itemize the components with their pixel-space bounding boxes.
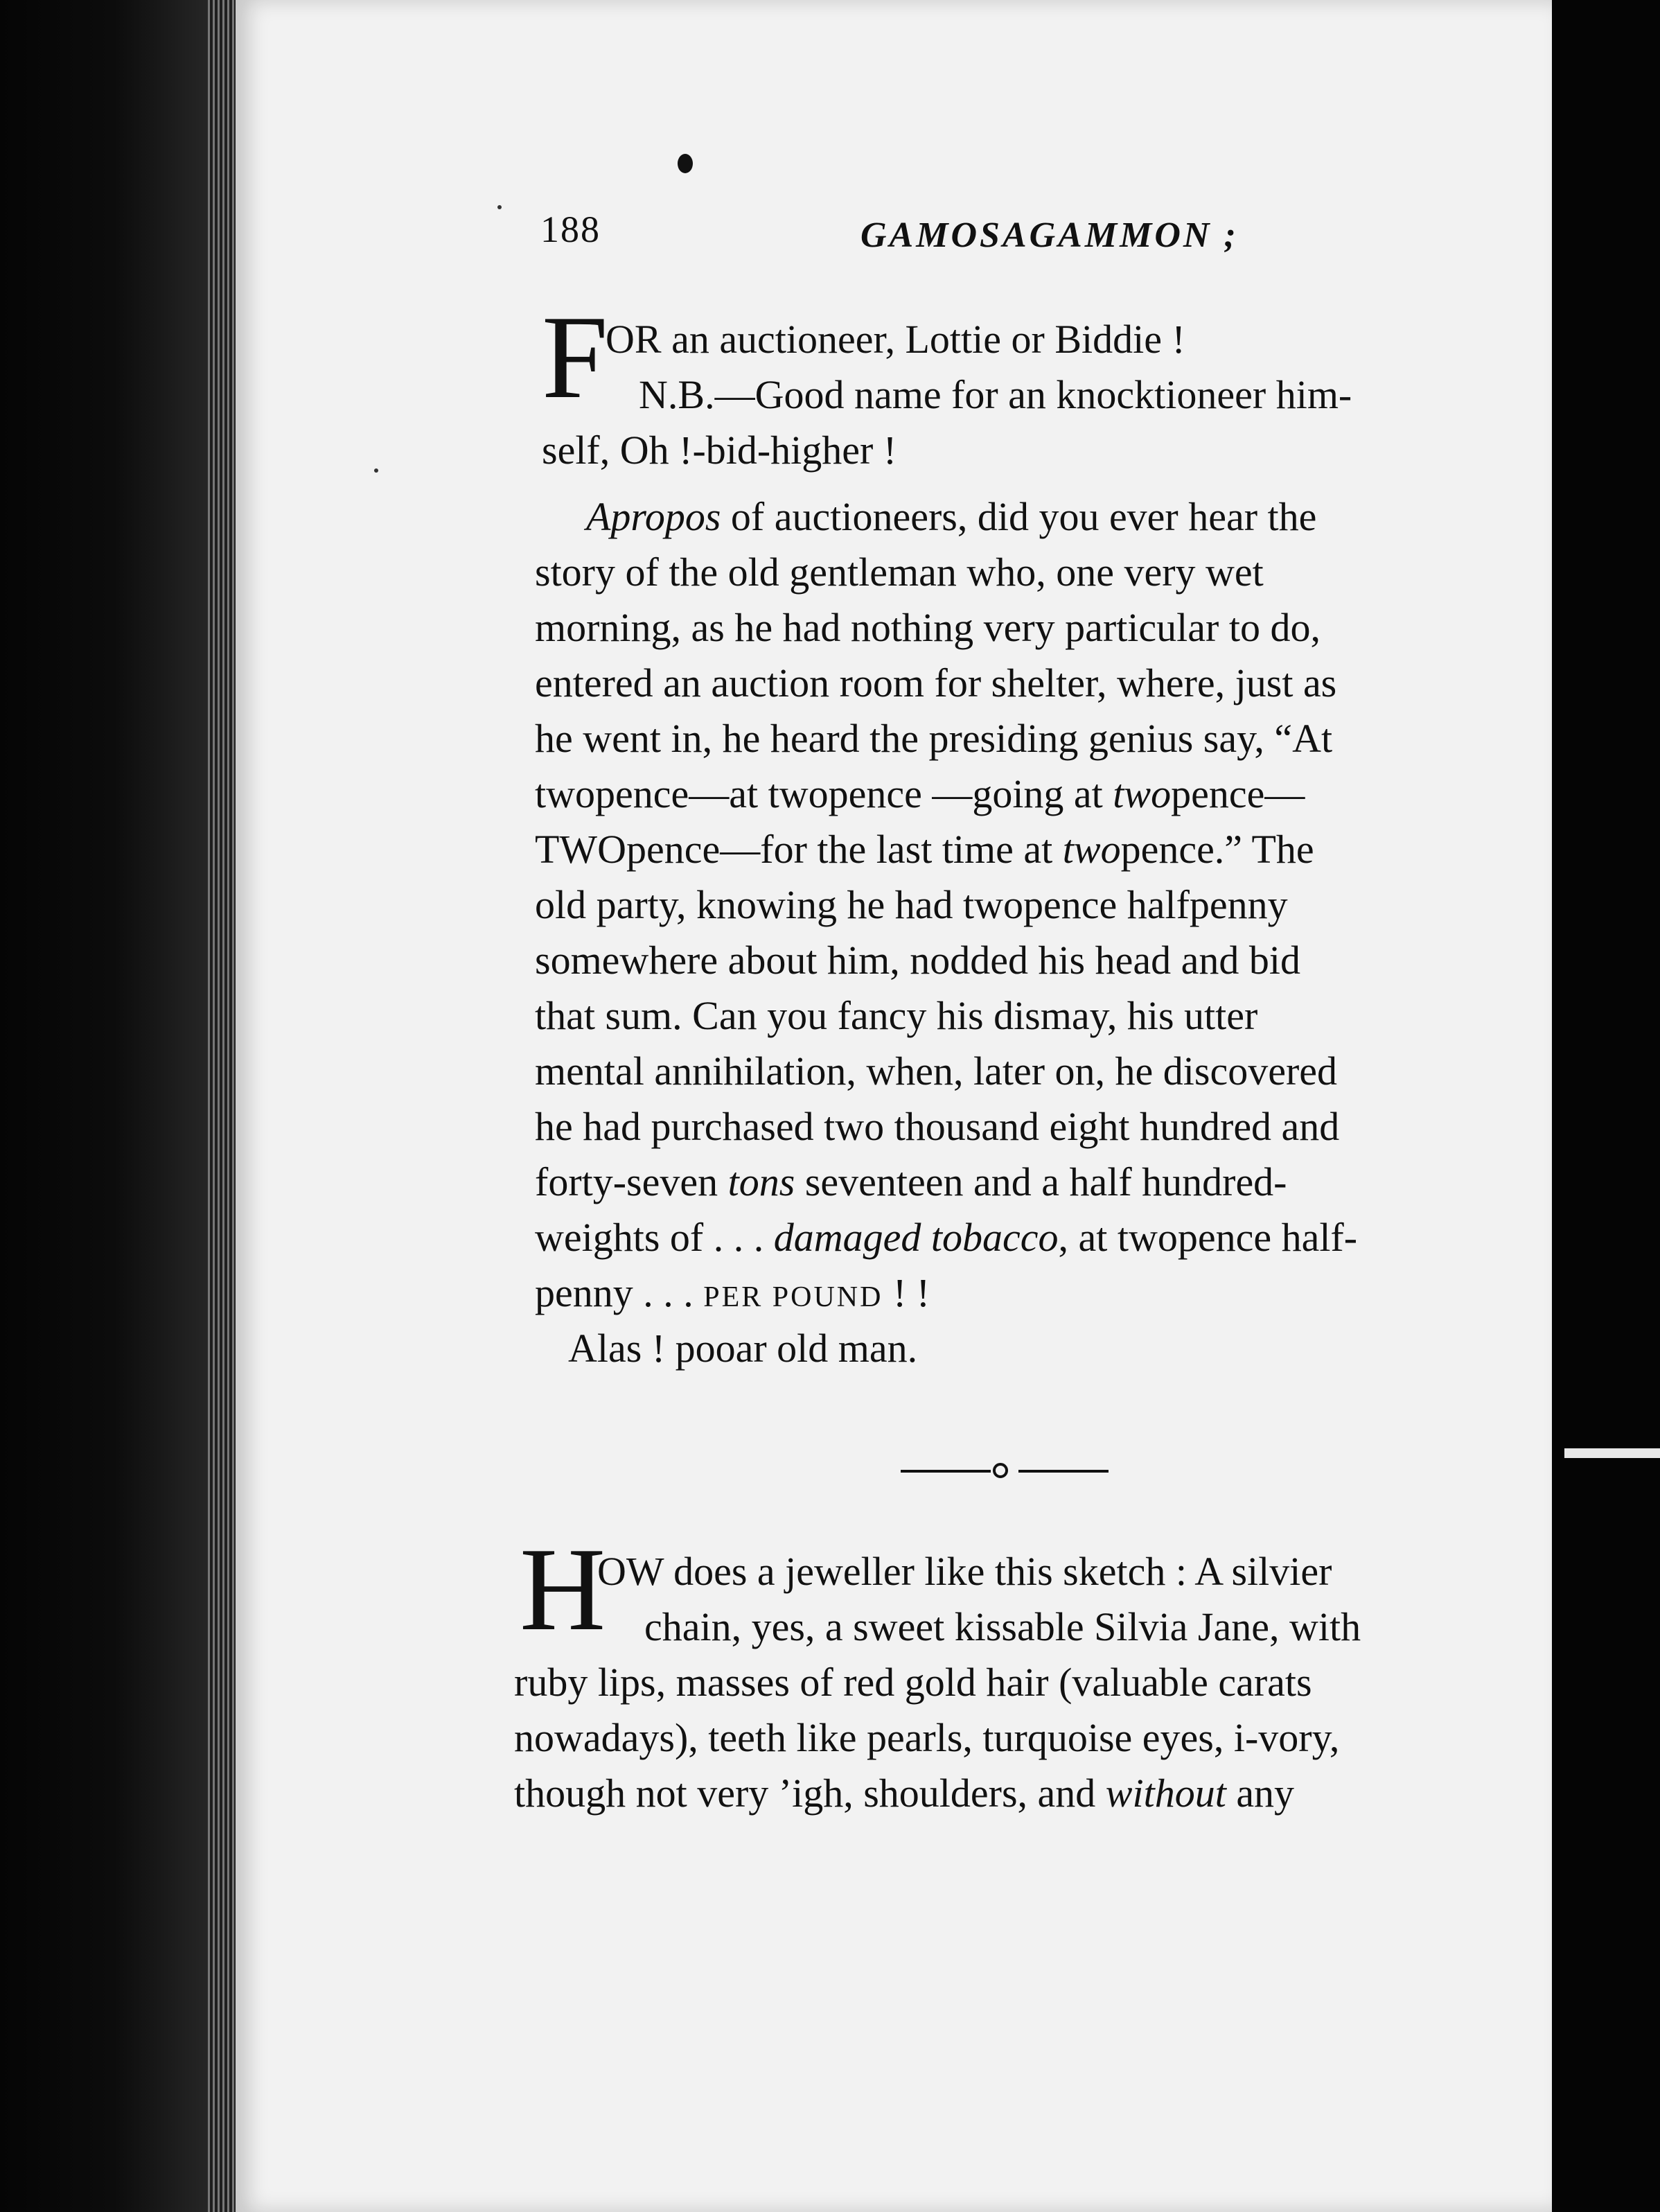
text-line: he went in, he heard the presiding genius say, “At (535, 716, 1333, 761)
book-spine-edge (208, 0, 236, 2212)
divider-circle (993, 1463, 1008, 1478)
text-line: Alas ! pooar old man. (568, 1326, 918, 1371)
text-line (535, 1210, 1357, 1265)
text-line: nowadays), teeth like pearls, turquoise eyes, i-vory, (514, 1715, 1340, 1760)
scan-left-border (0, 0, 208, 2212)
line-text: ! ! (883, 1270, 930, 1315)
line-text: though not very ’igh, shoulders, and (514, 1771, 1106, 1816)
line-text: of auctioneers, did you ever hear the (721, 494, 1317, 539)
text-line: that sum. Can you fancy his dismay, his utter (535, 993, 1258, 1038)
text-line (535, 489, 1357, 545)
section-divider-ornament (901, 1461, 1109, 1482)
line-text: , at twopence half- (1058, 1215, 1358, 1260)
next-page-sliver (1564, 1448, 1660, 1458)
text-line (535, 1265, 1357, 1321)
italic-text: tons (727, 1159, 795, 1204)
line-text: seventeen and a half hundred- (795, 1159, 1287, 1204)
page-number: 188 (540, 209, 601, 250)
text-line: he had purchased two thousand eight hundred and (535, 1104, 1340, 1149)
text-line (535, 1155, 1357, 1210)
divider-rule-right (1018, 1470, 1109, 1473)
paragraph-auctioneer-note (542, 312, 1352, 478)
running-head: GAMOSAGAMMON ; (860, 216, 1239, 255)
line-text: penny . . . (535, 1270, 704, 1315)
text-line: morning, as he had nothing very particular to do, (535, 605, 1321, 650)
ink-blot (678, 154, 693, 173)
italic-text: damaged tobacco (773, 1215, 1059, 1260)
small-caps-text: PER POUND (703, 1281, 883, 1313)
text-line (514, 1766, 1361, 1821)
text-line: chain, yes, a sweet kissable Silvia Jane, with (644, 1604, 1361, 1649)
text-line: OW does a jeweller like this sketch : A silvier (597, 1549, 1332, 1594)
divider-rule-left (901, 1470, 991, 1473)
paragraph-apropos (535, 489, 1357, 1376)
ink-speck (374, 468, 378, 473)
scan-right-border (1552, 0, 1660, 2212)
drop-cap-h: H (520, 1524, 606, 1656)
text-line: ruby lips, masses of red gold hair (valuable carats (514, 1660, 1312, 1705)
line-text: pence.” The (1120, 827, 1314, 872)
text-line: mental annihilation, when, later on, he discovered (535, 1048, 1338, 1094)
page-header (540, 208, 1303, 263)
line-text: TWOpence—for the last time at (535, 827, 1063, 872)
text-line (535, 766, 1357, 822)
line-text: pence— (1171, 771, 1305, 816)
ink-speck (497, 205, 502, 209)
italic-text: without (1105, 1771, 1226, 1816)
text-line: story of the old gentleman who, one very wet (535, 550, 1264, 595)
italic-text: two (1062, 827, 1121, 872)
text-line: entered an auction room for shelter, where, just as (535, 660, 1337, 705)
drop-cap-f: F (542, 292, 608, 423)
line-text: twopence—at twopence —going at (535, 771, 1113, 816)
paragraph-jeweller (514, 1544, 1361, 1821)
italic-text: Apropos (586, 494, 721, 539)
text-line (535, 822, 1357, 877)
line-text: forty-seven (535, 1159, 728, 1204)
text-line: somewhere about him, nodded his head and bid (535, 938, 1300, 983)
text-line: old party, knowing he had twopence halfpenny (535, 882, 1288, 927)
text-line: self, Oh !-bid-higher ! (542, 428, 897, 473)
line-text: weights of . . . (535, 1215, 774, 1260)
italic-text: two (1113, 771, 1172, 816)
line-text: any (1226, 1771, 1295, 1816)
text-line: N.B.—Good name for an knocktioneer him- (639, 372, 1352, 417)
text-line: OR an auctioneer, Lottie or Biddie ! (606, 317, 1185, 362)
